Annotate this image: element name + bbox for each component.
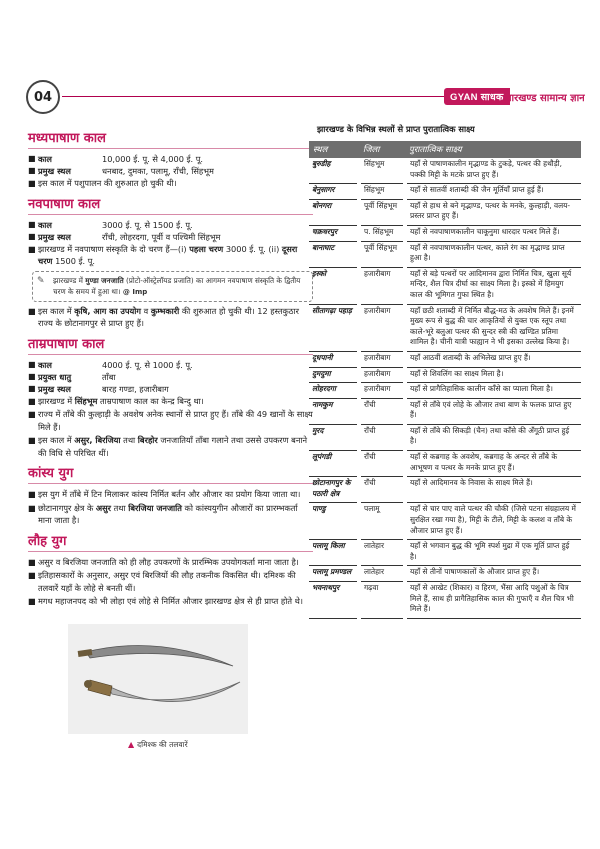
bullet-icon: ■ — [28, 231, 36, 241]
cell-place: भवनाथपुर — [309, 582, 359, 619]
left-column — [28, 124, 313, 750]
bullet-icon: ■ — [28, 596, 36, 606]
table-row — [309, 540, 581, 566]
cell-district: पूर्वी सिंहभूम — [359, 199, 405, 225]
cell-place: दुमदुमा — [309, 367, 359, 383]
fact-row: ■ काल 4000 ई. पू. से 1000 ई. पू. — [28, 359, 193, 370]
evidence-table — [309, 141, 581, 619]
table-row — [309, 158, 581, 184]
table-row — [309, 184, 581, 200]
bullet-icon: ■ — [28, 489, 36, 499]
paragraph: ■ इतिहासकारों के अनुसार, असुर एवं बिरजियों की लौह तकनीक विकसित थी। दमिश्क की तलवारें यहाँ के लोहे से बनती थीं। — [28, 570, 296, 593]
table-header-row — [309, 141, 581, 158]
table-row — [309, 477, 581, 503]
table-row — [309, 304, 581, 351]
cell-district: पूर्वी सिंहभूम — [359, 241, 405, 267]
bullet-icon: ■ — [28, 502, 36, 513]
bullet-icon: ■ — [28, 395, 36, 406]
cell-district: हजारीबाग — [359, 304, 405, 351]
bullet-icon: ■ — [28, 154, 36, 163]
cell-evidence: यहाँ से बड़े पत्थरों पर आदिमानव द्वारा निर्मित चित्र, खुला सूर्य मन्दिर, शैल चित्र दीर्घा का साक्ष्य मिला है। इस्को में हिमयुग काल की भूमिगत गुफा स्थित है। — [405, 267, 581, 304]
table-row — [309, 503, 581, 540]
column-header: जिला — [359, 141, 405, 158]
cell-place: चक्रधरपुर — [309, 225, 359, 241]
fact-row: ■ प्रयुक्त धातु ताँबा — [28, 371, 116, 382]
brand-tag: GYAN साधक — [444, 88, 510, 105]
paragraph: ■ झारखण्ड में नवपाषाण संस्कृति के दो चरण हैं—(i) पहला चरण 3000 ई. पू. (ii) दूसरा चरण 1500 ई. पू. — [28, 243, 298, 266]
bullet-icon: ■ — [28, 219, 36, 229]
cell-evidence: यहाँ से ताँबे की सिकड़ी (चैन) तथा काँसे की अँगूठी प्राप्त हुई है। — [405, 424, 581, 450]
cell-district: हजारीबाग — [359, 383, 405, 399]
sword-illustration — [68, 624, 248, 734]
cell-district: पलामू — [359, 503, 405, 540]
cell-district: लातेहार — [359, 540, 405, 566]
cell-evidence: यहाँ से भगवान बुद्ध की भूमि स्पर्श मुद्रा में एक मूर्ति प्राप्त हुई है। — [405, 540, 581, 566]
paragraph: ■ इस काल में पशुपालन की शुरुआत हो चुकी थी। — [28, 178, 177, 188]
bullet-icon: ■ — [28, 409, 36, 419]
section-heading-mesolithic: मध्यपाषाण काल — [28, 128, 313, 149]
cell-place: बोनगरा — [309, 199, 359, 225]
paragraph: ■ इस काल में असुर, बिरजिया तथा बिरहोर जनजातियाँ ताँबा गलाने तथा उससे उपकरण बनाने की विधि से परिचित थीं। — [28, 435, 308, 458]
cell-district: हजारीबाग — [359, 351, 405, 367]
cell-place: सीतागढ़ा पहाड़ — [309, 304, 359, 351]
cell-evidence: यहाँ से चार पाए वाले पत्थर की चौकी (जिसे पटना संग्रहालय में सुरक्षित रखा गया है), मिट्टी के टीले, मिट्टी के कलश व ताँबे के औजार प्राप्त हुए हैं। — [405, 503, 581, 540]
cell-place: दूधपानी — [309, 351, 359, 367]
cell-district: गढ़वा — [359, 582, 405, 619]
pin-icon: ✎ — [37, 275, 45, 286]
cell-district: राँची — [359, 451, 405, 477]
cell-district: राँची — [359, 424, 405, 450]
fact-row: ■ प्रमुख स्थल बारह गण्डा, हजारीबाग — [28, 383, 169, 394]
table-row — [309, 225, 581, 241]
important-note-box: ✎ झारखण्ड में मुण्डा जनजाति (प्रोटो-ऑस्ट्रेलॉयड प्रजाति) का आगमन नवपाषाण संस्कृति के द्वितीय चरण के समय में हुआ था। @ Imp — [32, 271, 313, 302]
table-title: झारखण्ड के विभिन्न स्थलों से प्राप्त पुरातात्विक साक्ष्य — [317, 124, 475, 134]
cell-district: हजारीबाग — [359, 367, 405, 383]
cell-district: लातेहार — [359, 566, 405, 582]
table-row — [309, 351, 581, 367]
paragraph: ■ इस युग में ताँबे में टिन मिलाकर कांस्य निर्मित बर्तन और औजार का प्रयोग किया जाता था। — [28, 489, 301, 499]
bullet-icon: ■ — [28, 435, 36, 445]
column-header: स्थल — [309, 141, 359, 158]
bullet-icon: ■ — [28, 371, 36, 381]
bullet-icon: ■ — [28, 570, 36, 580]
paragraph: ■ असुर व बिरजिया जनजाति को ही लौह उपकरणों के प्रारम्भिक उपयोगकर्ता माना जाता है। — [28, 556, 299, 567]
section-heading-neolithic: नवपाषाण काल — [28, 194, 313, 215]
cell-place: लोहरदगा — [309, 383, 359, 399]
triangle-icon: ▲ — [128, 739, 135, 749]
cell-district: हजारीबाग — [359, 267, 405, 304]
cell-evidence: यहाँ से हाथ से बने मृद्भाण्ड, पत्थर के मनके, कुल्हाड़ी, वलय-प्रस्तर प्राप्त हुए हैं। — [405, 199, 581, 225]
paragraph: ■ राज्य में ताँबे की कुल्हाड़ी के अवशेष अनेक स्थानों से प्राप्त हुए हैं। ताँबे की 49 खानों के साक्ष्य मिले हैं। — [28, 409, 313, 432]
column-header: पुरातात्विक साक्ष्य — [405, 141, 581, 158]
bullet-icon: ■ — [28, 305, 36, 316]
cell-place: मुरद — [309, 424, 359, 450]
table-row — [309, 398, 581, 424]
cell-place: बानाघाट — [309, 241, 359, 267]
right-column — [309, 124, 581, 619]
bullet-icon: ■ — [28, 359, 36, 369]
table-row — [309, 566, 581, 582]
cell-evidence: यहाँ से आखेट (शिकार) व हिरण, भैंसा आदि पशुओं के चित्र मिले हैं, साथ ही प्रागैतिहासिक काल की गुफाएँ व शैल चित्र भी मिले हैं। — [405, 582, 581, 619]
table-row — [309, 367, 581, 383]
paragraph: ■ छोटानागपुर क्षेत्र के असुर तथा बिरजिया जनजाति को कांस्ययुगीन औजारों का प्रारम्भकर्ता माना जाता है। — [28, 502, 298, 525]
bullet-icon: ■ — [28, 383, 36, 393]
book-title: झारखण्ड सामान्य ज्ञान — [504, 92, 585, 104]
table-row — [309, 451, 581, 477]
cell-evidence: यहाँ से नवपाषाणकालीन चाकूनुमा धारदार पत्थर मिले हैं। — [405, 225, 581, 241]
cell-evidence: यहाँ से कब्रगाह के अवशेष, कब्रगाह के अन्दर से ताँबे के आभूषण व पत्थर के मनके प्राप्त हुए हैं। — [405, 451, 581, 477]
cell-evidence: यहाँ से ताँबे एवं लोहे के औजार तथा बाण के फलक प्राप्त हुए हैं। — [405, 398, 581, 424]
header-rule — [62, 96, 444, 97]
cell-place: बेनुसागर — [309, 184, 359, 200]
cell-district: राँची — [359, 398, 405, 424]
page-number: 04 — [26, 80, 60, 114]
paragraph: ■ मगध महाजनपद को भी लोहा एवं लोहे से निर्मित औजार झारखण्ड क्षेत्र से ही प्राप्त होते थे। — [28, 596, 303, 606]
cell-district: प. सिंहभूम — [359, 225, 405, 241]
cell-evidence: यहाँ से पाषाणकालीन मृद्भाण्ड के टुकड़े, पत्थर की हथौड़ी, पक्की मिट्टी के मटके प्राप्त हुए हैं। — [405, 158, 581, 184]
cell-evidence: यहाँ से प्रागैतिहासिक कालीन काँसे का प्याला मिला है। — [405, 383, 581, 399]
cell-district: सिंहभूम — [359, 184, 405, 200]
cell-place: छोटानागपुर के पठारी क्षेत्र — [309, 477, 359, 503]
cell-evidence: यहाँ से तीनों पाषाणकालों के औजार प्राप्त हुए हैं। — [405, 566, 581, 582]
imp-tag: @ Imp — [122, 287, 148, 296]
fact-row: ■ प्रमुख स्थल राँची, लोहरदगा, पूर्वी व पश्चिमी सिंहभूम — [28, 231, 221, 242]
table-row — [309, 241, 581, 267]
table-row — [309, 582, 581, 619]
cell-place: नामकुम — [309, 398, 359, 424]
bullet-icon: ■ — [28, 556, 36, 567]
bullet-icon: ■ — [28, 178, 36, 188]
section-heading-bronze-age: कांस्य युग — [28, 463, 313, 484]
cell-evidence: यहाँ आठवीं शताब्दी के अभिलेख प्राप्त हुए हैं। — [405, 351, 581, 367]
cell-evidence: यहाँ से नवपाषाणकालीन पत्थर, काले रंग का मृद्भाण्ड प्राप्त हुआ है। — [405, 241, 581, 267]
section-heading-iron-age: लौह युग — [28, 531, 313, 552]
cell-evidence: यहाँ से सातवीं शताब्दी की जैन मूर्तियाँ प्राप्त हुई हैं। — [405, 184, 581, 200]
bullet-icon: ■ — [28, 166, 36, 175]
fact-row: ■ काल 10,000 ई. पू. से 4,000 ई. पू. — [28, 154, 203, 164]
cell-evidence: यहाँ से शिवलिंग का साक्ष्य मिला है। — [405, 367, 581, 383]
table-row — [309, 383, 581, 399]
swords-image — [68, 624, 248, 734]
cell-evidence: यहाँ छठी शताब्दी में निर्मित बौद्ध-मठ के अवशेष मिले हैं। इनमें मुख्य रूप से बुद्ध की चार आकृतियों से युक्त एक स्तूप तथा काले-भूरे बलुआ पत्थर की सुन्दर स्त्री की खण्डित प्रतिमा शामिल है। चीनी यात्री फाह्यान ने भी इसका उल्लेख किया है। — [405, 304, 581, 351]
fact-row: ■ प्रमुख स्थल धनबाद, दुमका, पलामू, राँची, सिंहभूम — [28, 166, 214, 176]
cell-district: सिंहभूम — [359, 158, 405, 184]
section-heading-chalcolithic: ताम्रपाषाण काल — [28, 334, 313, 355]
cell-place: लूपंगडी — [309, 451, 359, 477]
paragraph: ■ इस काल में कृषि, आग का उपयोग व कुम्भकारी की शुरुआत हो चुकी थी। 12 हस्तकुठार राज्य के छोटानागपुर से प्राप्त हुए हैं। — [28, 305, 300, 328]
image-caption: ▲ दमिश्क की तलवारें — [128, 739, 188, 749]
table-row — [309, 267, 581, 304]
cell-evidence: यहाँ से आदिमानव के निवास के साक्ष्य मिले हैं। — [405, 477, 581, 503]
table-row — [309, 424, 581, 450]
fact-row: ■ काल 3000 ई. पू. से 1500 ई. पू. — [28, 219, 193, 230]
cell-place: पलामू प्रमण्डल — [309, 566, 359, 582]
cell-place: पलामू किला — [309, 540, 359, 566]
cell-district: राँची — [359, 477, 405, 503]
cell-place: बुरुडीह — [309, 158, 359, 184]
paragraph: ■ झारखण्ड में सिंहभूम ताम्रपाषाण काल का केन्द्र बिन्दु था। — [28, 395, 204, 406]
bullet-icon: ■ — [28, 243, 36, 254]
cell-place: इस्को — [309, 267, 359, 304]
cell-place: पाण्डु — [309, 503, 359, 540]
table-row — [309, 199, 581, 225]
